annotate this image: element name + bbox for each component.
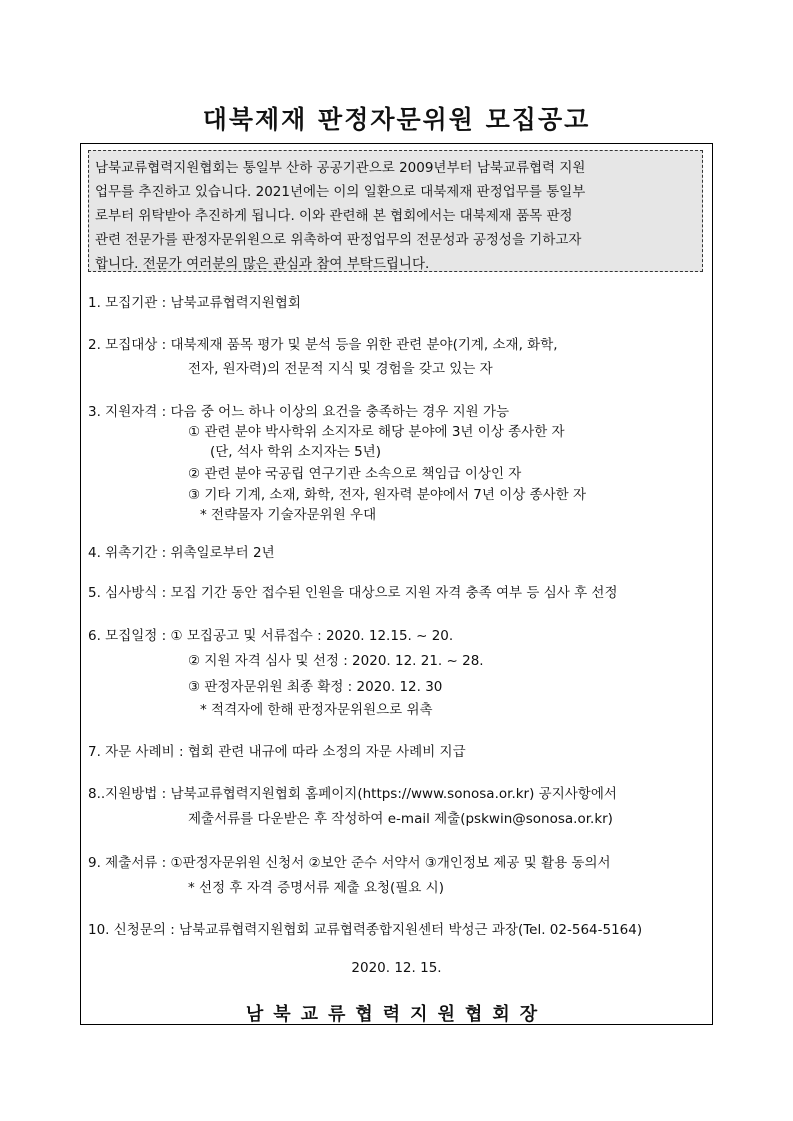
item-term: 4. 위촉기간 : 위촉일로부터 2년	[88, 545, 275, 561]
signature-line: 남북교류협력지원협회장	[245, 1004, 548, 1025]
intro-line: 합니다. 전문가 여러분의 많은 관심과 참여 부탁드립니다.	[95, 256, 430, 272]
item-documents: 9. 제출서류 : ①판정자문위원 신청서 ②보안 준수 서약서 ③개인정보 제공 및 활용 동의서	[88, 855, 611, 871]
item-review: 5. 심사방식 : 모집 기간 동안 접수된 인원을 대상으로 지원 자격 충족 여부 등 심사 후 선정	[88, 585, 618, 601]
intro-line: 관련 전문가를 판정자문위원으로 위촉하여 판정업무의 전문성과 공정성을 기하고자	[95, 232, 582, 248]
item-apply: 8..지원방법 : 남북교류협력지원협회 홈페이지(https://www.sonosa.or.kr) 공지사항에서	[88, 786, 617, 802]
item-agency: 1. 모집기관 : 남북교류협력지원협회	[88, 295, 301, 311]
intro-line: 업무를 추진하고 있습니다. 2021년에는 이의 일환으로 대북제재 판정업무를 통일부	[95, 184, 586, 200]
item-qualification: 3. 지원자격 : 다음 중 어느 하나 이상의 요건을 충족하는 경우 지원 가능	[88, 404, 510, 420]
qualification-3: ③ 기타 기계, 소재, 화학, 전자, 원자력 분야에서 7년 이상 종사한 자	[188, 487, 587, 503]
intro-line: 로부터 위탁받아 추진하게 됩니다. 이와 관련해 본 협회에서는 대북제재 품목 판정	[95, 208, 573, 224]
qualification-1: ① 관련 분야 박사학위 소지자로 해당 분야에 3년 이상 종사한 자	[188, 424, 565, 440]
qualification-preference: * 전략물자 기술자문위원 우대	[200, 507, 377, 523]
item-contact: 10. 신청문의 : 남북교류협력지원협회 교류협력종합지원센터 박성근 과장(Tel. 02-564-5164)	[88, 922, 643, 938]
schedule-3: ③ 판정자문위원 최종 확정 : 2020. 12. 30	[188, 679, 443, 695]
page-title: 대북제재 판정자문위원 모집공고	[202, 105, 591, 134]
item-fee: 7. 자문 사례비 : 협회 관련 내규에 따라 소정의 자문 사례비 지급	[88, 744, 466, 760]
item-target: 2. 모집대상 : 대북제재 품목 평가 및 분석 등을 위한 관련 분야(기계, 소재, 화학,	[88, 337, 558, 353]
qualification-2: ② 관련 분야 국공립 연구기관 소속으로 책임급 이상인 자	[188, 466, 522, 482]
item-target-cont: 전자, 원자력)의 전문적 지식 및 경험을 갖고 있는 자	[188, 361, 493, 377]
intro-line: 남북교류협력지원협회는 통일부 산하 공공기관으로 2009년부터 남북교류협력 지원	[95, 160, 586, 176]
qualification-1-note: (단, 석사 학위 소지자는 5년)	[210, 444, 381, 460]
notice-date: 2020. 12. 15.	[351, 960, 442, 976]
schedule-2: ② 지원 자격 심사 및 선정 : 2020. 12. 21. ~ 28.	[188, 653, 484, 669]
item-documents-note: * 선정 후 자격 증명서류 제출 요청(필요 시)	[188, 880, 444, 896]
schedule-note: * 적격자에 한해 판정자문위원으로 위촉	[200, 702, 433, 718]
item-schedule: 6. 모집일정 : ① 모집공고 및 서류접수 : 2020. 12.15. ~ 20.	[88, 628, 454, 644]
item-apply-cont: 제출서류를 다운받은 후 작성하여 e-mail 제출(pskwin@sonosa.or.kr)	[188, 811, 613, 827]
